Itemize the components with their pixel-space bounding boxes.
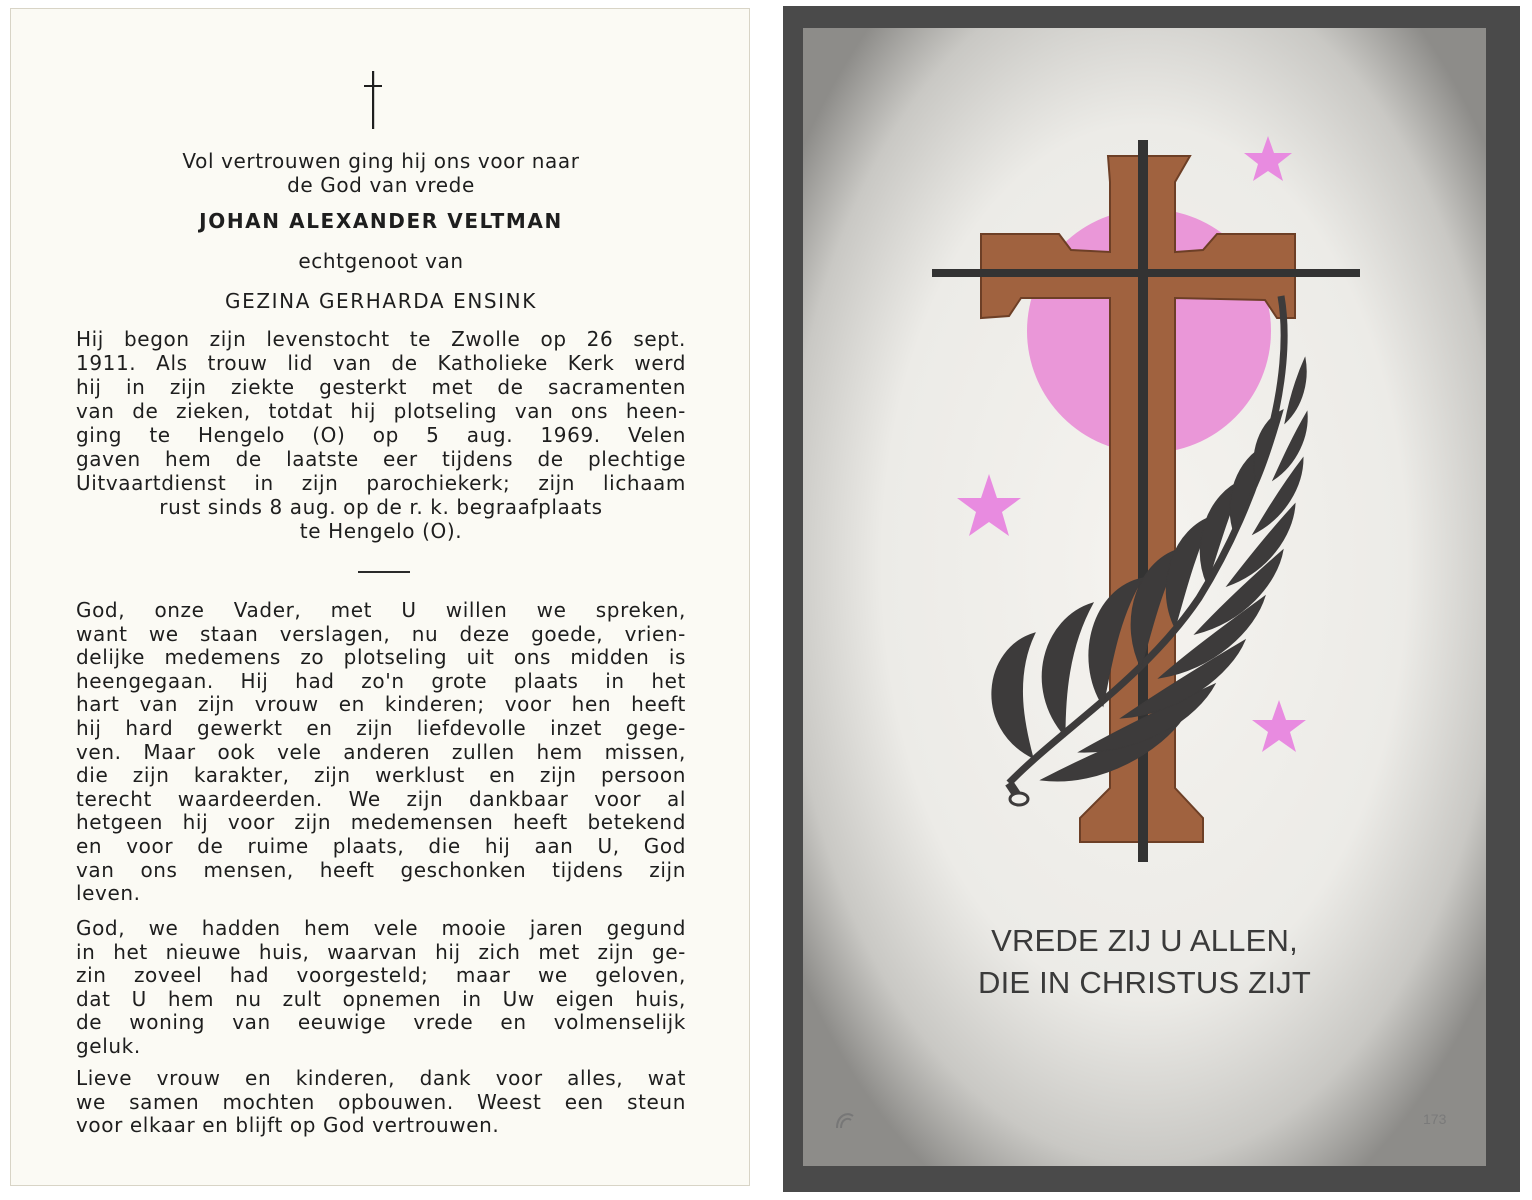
prayer-line: hetgeen hij voor zijn medemensen heeft betekend <box>76 810 686 835</box>
card-number: 173 <box>1423 1111 1447 1127</box>
prayer-line: voor elkaar en blijft op God vertrouwen. <box>76 1113 500 1138</box>
prayer-line: zin zoveel had voorgesteld; maar we geloven, <box>76 963 686 988</box>
publisher-mark-icon <box>833 1108 857 1132</box>
spouse-name: GEZINA GERHARDA ENSINK <box>225 289 537 313</box>
motto <box>76 149 686 197</box>
biography-line: rust sinds 8 aug. op de r. k. begraafplaats <box>159 495 603 519</box>
prayer-line: de woning van eeuwige vrede en volmenselijk <box>76 1010 686 1035</box>
prayer-paragraph <box>76 599 686 906</box>
prayer-paragraph <box>76 1067 686 1138</box>
prayer-line: God, onze Vader, met U willen we spreken, <box>76 598 686 622</box>
prayer-line: delijke medemens zo plotseling uit ons midden is <box>76 645 686 670</box>
prayer-line: God, we hadden hem vele mooie jaren gegund <box>76 916 686 940</box>
biography-line: 1911. Als trouw lid van de Katholieke Kerk werd <box>76 351 686 375</box>
prayer-line: en voor de ruime plaats, die hij aan U, God <box>76 833 686 858</box>
memorial-card-text-side <box>10 8 750 1186</box>
motto-line: de God van vrede <box>287 173 475 197</box>
prayer-line: die zijn karakter, zijn werklust en zijn persoon <box>76 763 686 788</box>
biography-line: te Hengelo (O). <box>299 519 463 543</box>
motto-line: Vol vertrouwen ging hij ons voor naar <box>182 149 580 173</box>
spouse-intro: echtgenoot van <box>298 249 464 273</box>
prayer-paragraph <box>76 917 686 1059</box>
prayer-line: leven. <box>76 881 141 906</box>
prayer-line: we samen mochten opbouwen. Weest een steun <box>76 1089 686 1114</box>
biography-line: ging te Hengelo (O) op 5 aug. 1969. Velen <box>76 423 686 447</box>
biography-line: van de zieken, totdat hij plotseling van ons heen- <box>76 399 686 423</box>
prayer-line: hart van zijn vrouw en kinderen; voor hen heeft <box>76 692 686 717</box>
cross-icon <box>364 71 382 129</box>
biography-line: hij in zijn ziekte gesterkt met de sacramenten <box>76 375 686 399</box>
biography-line: Hij begon zijn levenstocht te Zwolle op 26 sept. <box>76 327 686 351</box>
biography-line: gaven hem de laatste eer tijdens de plechtige <box>76 447 686 471</box>
verse-line: DIE IN CHRISTUS ZIJT <box>978 965 1311 1000</box>
prayer-line: in het nieuwe huis, waarvan hij zich met zijn ge- <box>76 939 686 964</box>
prayer-line: dat U hem nu zult opnemen in Uw eigen huis, <box>76 986 686 1011</box>
prayer-line: Lieve vrouw en kinderen, dank voor alles, wat <box>76 1066 686 1090</box>
prayer-line: want we staan verslagen, nu deze goede, vrien- <box>76 621 686 646</box>
prayer-line: ven. Maar ook vele anderen zullen hem missen, <box>76 739 686 764</box>
memorial-card-picture-side <box>783 6 1520 1192</box>
prayer-line: terecht waardeerden. We zijn dankbaar voor al <box>76 786 686 811</box>
prayer-line: geluk. <box>76 1033 141 1058</box>
deceased-name: JOHAN ALEXANDER VELTMAN <box>199 209 563 233</box>
biography-line: Uitvaartdienst in zijn parochiekerk; zijn lichaam <box>76 471 686 495</box>
verse-line: VREDE ZIJ U ALLEN, <box>991 923 1298 958</box>
prayer-line: heengegaan. Hij had zo'n grote plaats in het <box>76 668 686 693</box>
prayer-line: hij hard gewerkt en zijn liefdevolle inzet gege- <box>76 715 686 740</box>
divider <box>358 571 410 573</box>
picture-panel <box>803 28 1486 1166</box>
prayer-line: van ons mensen, heeft geschonken tijdens zijn <box>76 857 686 882</box>
biography <box>76 327 686 543</box>
